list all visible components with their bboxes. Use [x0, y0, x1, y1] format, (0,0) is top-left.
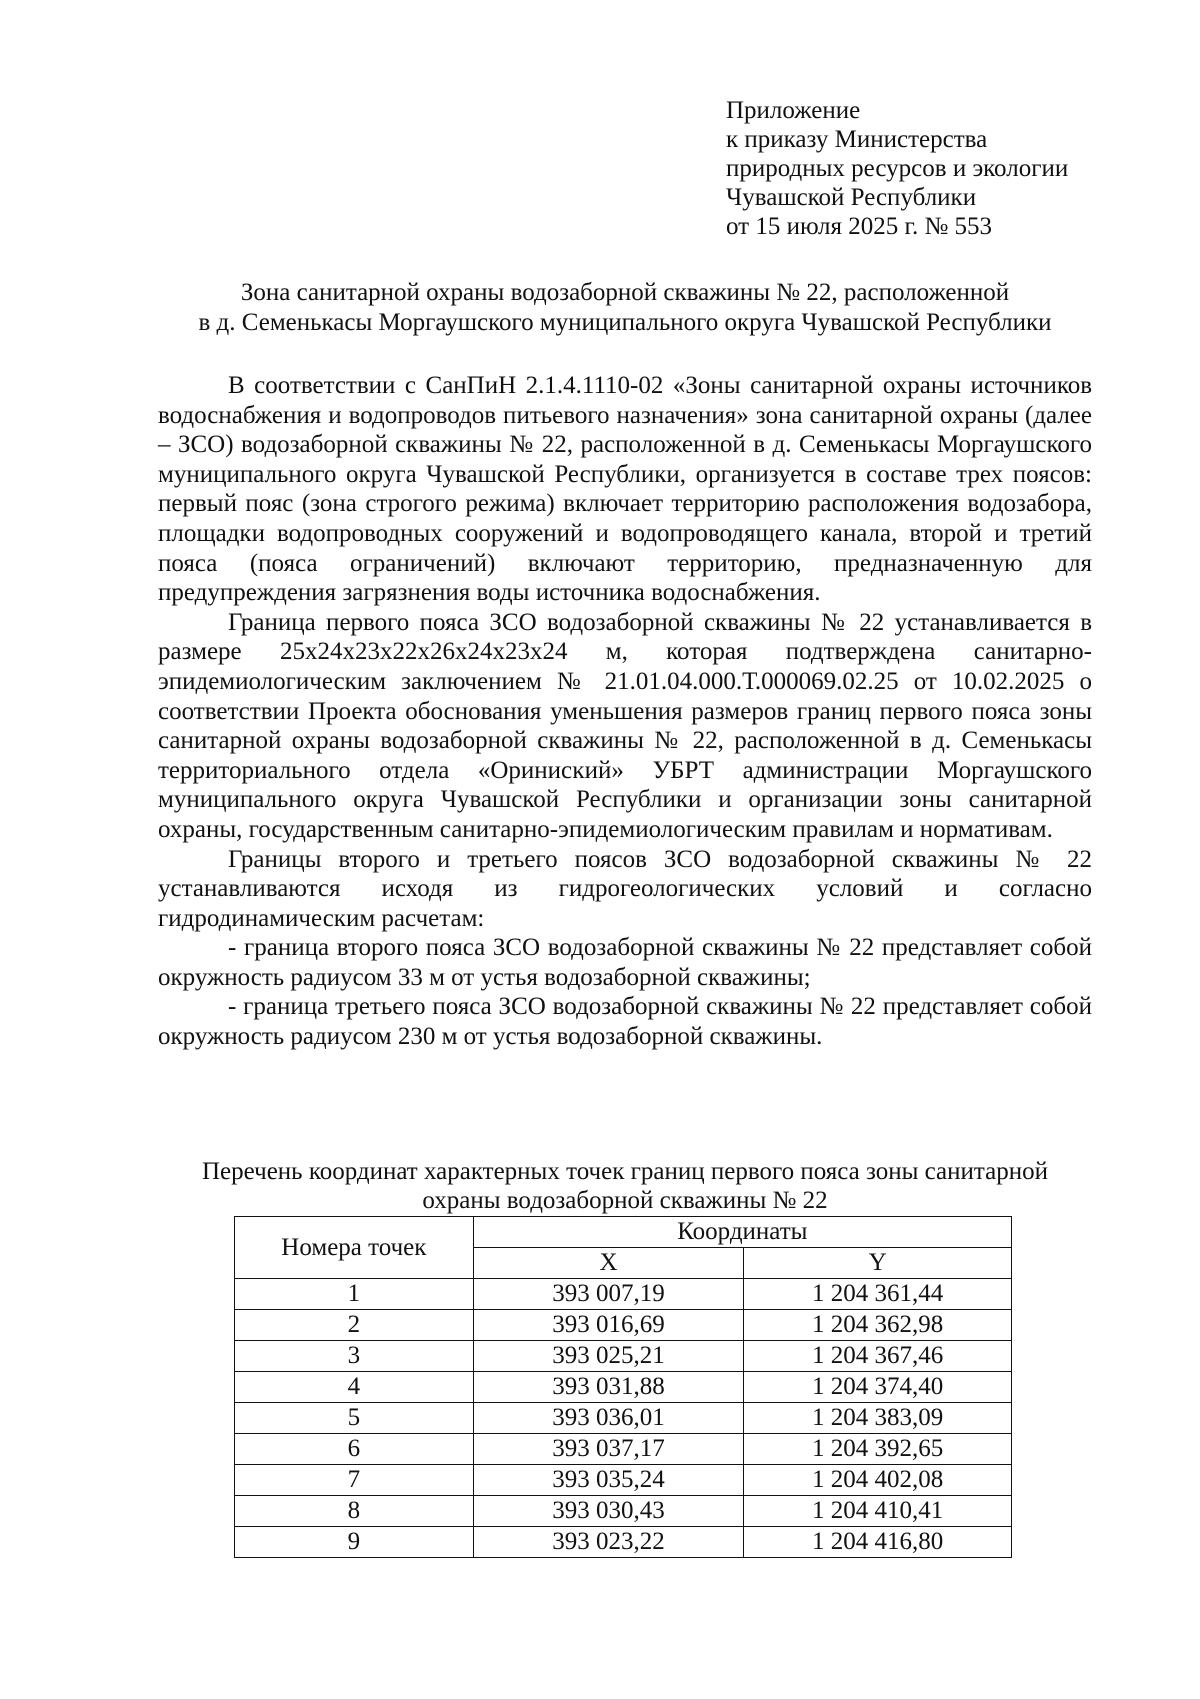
- appendix-block: [726, 96, 1068, 241]
- cell-x: 393 037,17: [473, 1434, 744, 1465]
- cell-y: 1 204 416,80: [744, 1527, 1012, 1558]
- cell-x: 393 035,24: [473, 1465, 744, 1496]
- header-point-numbers: Номера точек: [235, 1217, 474, 1279]
- cell-point: 5: [235, 1403, 474, 1434]
- cell-x: 393 030,43: [473, 1496, 744, 1527]
- cell-y: 1 204 383,09: [744, 1403, 1012, 1434]
- paragraph: Граница первого пояса ЗСО водозаборной скважины № 22 устанавливается в размере 25х24х23х22х26х24х23х24 м, которая подтверждена санитарно-эпидемиологическим заключением № 21.01.04.000.Т.000069.02.25 от 10.02.2025 о соответствии Проекта обоснования уменьшения размеров границ первого пояса зоны санитарной охраны водозаборной скважины № 22, расположенной в д. Семенькасы территориального отдела «Оринисĸий» УБРТ администрации Моргаушского муниципального округа Чувашской Республики и организации зоны санитарной охраны, государственным санитарно-эпидемиологическим правилам и нормативам.: [158, 608, 1092, 843]
- cell-x: 393 036,01: [473, 1403, 744, 1434]
- title-line: в д. Семенькасы Моргаушского муниципального округа Чувашской Республики: [198, 309, 1052, 336]
- cell-point: 2: [235, 1310, 474, 1341]
- cell-point: 8: [235, 1496, 474, 1527]
- paragraph: - граница второго пояса ЗСО водозаборной скважины № 22 представляет собой окружность радиусом 33 м от устья водозаборной скважины;: [158, 934, 1092, 991]
- appendix-line: Приложение: [726, 97, 861, 124]
- cell-point: 7: [235, 1465, 474, 1496]
- cell-x: 393 007,19: [473, 1279, 744, 1310]
- appendix-line: Чувашской Республики: [726, 184, 977, 211]
- cell-y: 1 204 361,44: [744, 1279, 1012, 1310]
- caption-line: Перечень координат характерных точек границ первого пояса зоны санитарной: [202, 1158, 1048, 1185]
- document-body: [158, 371, 1092, 1052]
- caption-line: охраны водозаборной скважины № 22: [422, 1187, 828, 1214]
- appendix-line: от 15 июля 2025 г. № 553: [726, 213, 993, 240]
- table-row: [235, 1496, 1012, 1527]
- cell-y: 1 204 402,08: [744, 1465, 1012, 1496]
- appendix-line: природных ресурсов и экологии: [726, 155, 1069, 182]
- cell-point: 3: [235, 1341, 474, 1372]
- table-row: [235, 1279, 1012, 1310]
- cell-point: 6: [235, 1434, 474, 1465]
- cell-y: 1 204 410,41: [744, 1496, 1012, 1527]
- table-header-row: [235, 1217, 1012, 1248]
- table-caption: [130, 1157, 1120, 1215]
- table-row: [235, 1403, 1012, 1434]
- paragraph: Границы второго и третьего поясов ЗСО водозаборной скважины № 22 устанавливаются исходя из гидрогеологических условий и согласно гидродинамическим расчетам:: [158, 845, 1092, 932]
- paragraph: В соответствии с СанПиН 2.1.4.1110-02 «Зоны санитарной охраны источников водоснабжения и водопроводов питьевого назначения» зона санитарной охраны (далее – ЗСО) водозаборной скважины № 22, расположенной в д. Семенькасы Моргаушского муниципального округа Чувашской Республики, организуется в составе трех поясов: первый пояс (зона строгого режима) включает территорию расположения водозабора, площадки водопроводных сооружений и водопроводящего канала, второй и третий пояса (пояса ограничений) включают территорию, предназначенную для предупреждения загрязнения воды источника водоснабжения.: [158, 372, 1092, 607]
- header-coordinates: Координаты: [473, 1217, 1011, 1248]
- cell-point: 1: [235, 1279, 474, 1310]
- table-row: [235, 1527, 1012, 1558]
- cell-point: 4: [235, 1372, 474, 1403]
- table-row: [235, 1434, 1012, 1465]
- table-row: [235, 1341, 1012, 1372]
- cell-x: 393 023,22: [473, 1527, 744, 1558]
- cell-y: 1 204 362,98: [744, 1310, 1012, 1341]
- header-y: Y: [744, 1248, 1012, 1279]
- cell-y: 1 204 367,46: [744, 1341, 1012, 1372]
- appendix-line: к приказу Министерства: [726, 126, 988, 153]
- table-row: [235, 1465, 1012, 1496]
- table-row: [235, 1310, 1012, 1341]
- cell-point: 9: [235, 1527, 474, 1558]
- coordinates-table: [234, 1216, 1012, 1558]
- cell-y: 1 204 374,40: [744, 1372, 1012, 1403]
- cell-x: 393 016,69: [473, 1310, 744, 1341]
- document-title: [130, 278, 1120, 338]
- paragraph: - граница третьего пояса ЗСО водозаборной скважины № 22 представляет собой окружность радиусом 230 м от устья водозаборной скважины.: [158, 993, 1092, 1051]
- title-line: Зона санитарной охраны водозаборной скважины № 22, расположенной: [240, 279, 1010, 306]
- cell-x: 393 025,21: [473, 1341, 744, 1372]
- cell-y: 1 204 392,65: [744, 1434, 1012, 1465]
- table-row: [235, 1372, 1012, 1403]
- header-x: X: [473, 1248, 744, 1279]
- cell-x: 393 031,88: [473, 1372, 744, 1403]
